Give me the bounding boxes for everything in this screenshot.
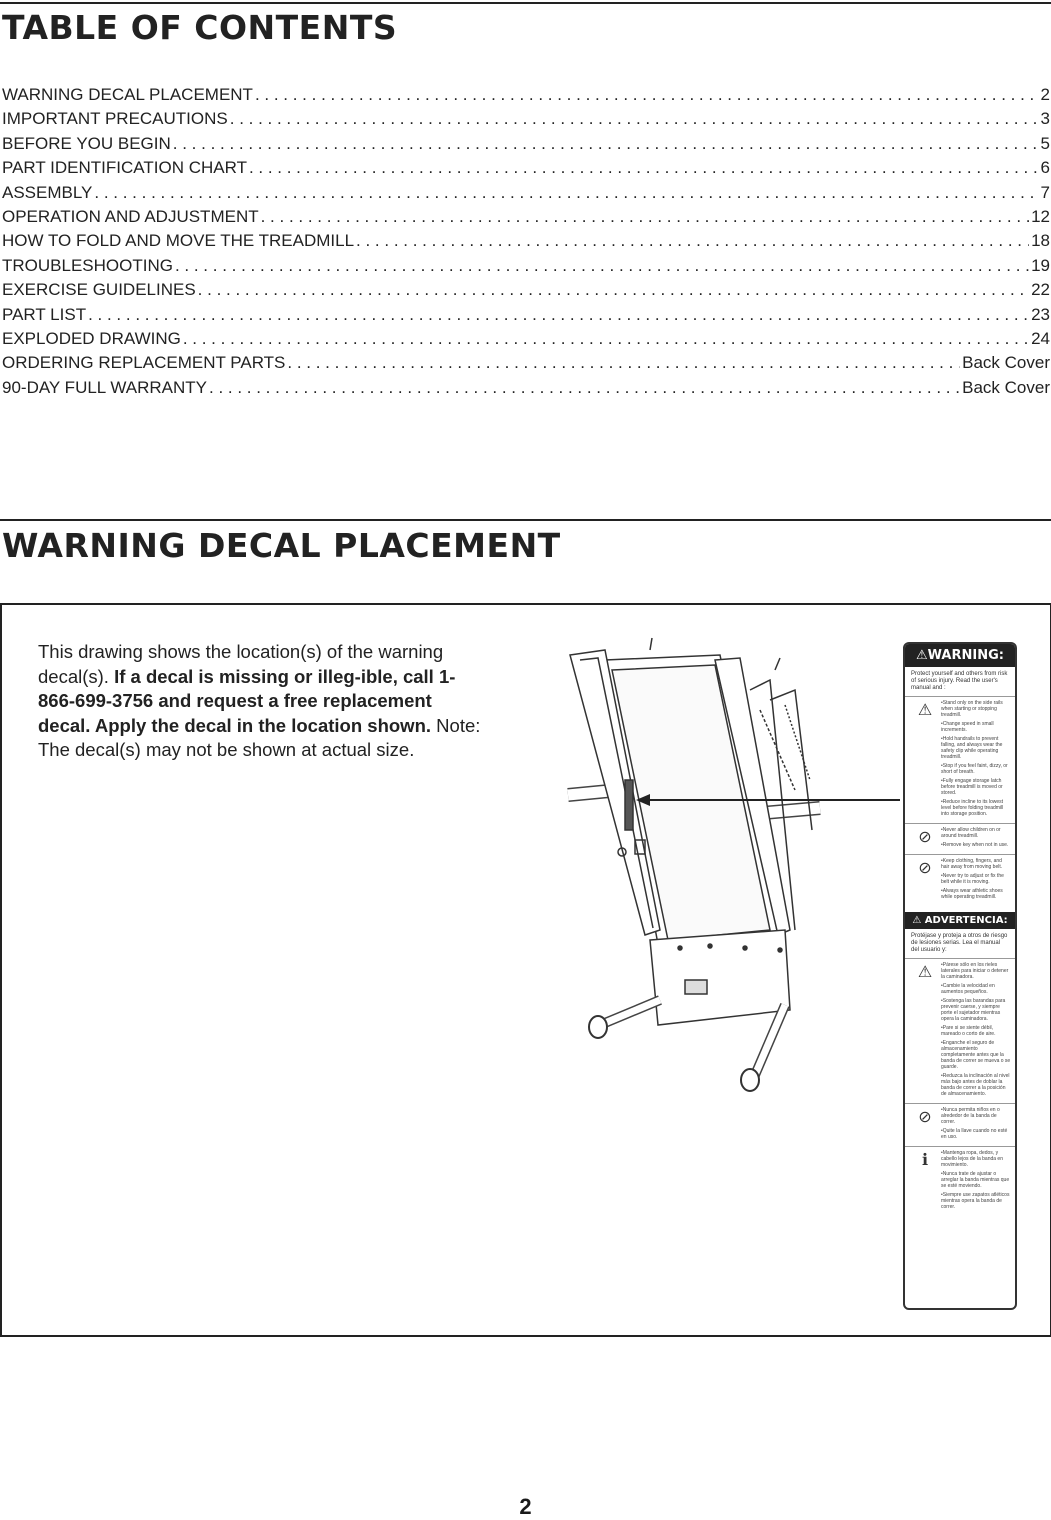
toc-entry-title: WARNING DECAL PLACEMENT	[2, 85, 253, 104]
read-manual-icon: ℹ	[921, 1152, 929, 1169]
decal-item: •Sostenga las barandas para prevenir caerse, y siempre porte el sujetador mientras opera la caminadora.	[941, 998, 1006, 1022]
decal-warning-group-1	[905, 696, 1015, 823]
toc-leader-dots	[287, 353, 960, 373]
toc-entry-title: OPERATION AND ADJUSTMENT	[2, 206, 259, 226]
page-number: 2	[519, 1494, 532, 1519]
section-rule	[0, 519, 1051, 521]
toc-leader-dots	[209, 378, 960, 398]
fall-hazard-icon: ⚠	[917, 964, 933, 981]
decal-advertencia-intro: Protéjase y proteja a otros de riesgo de lesiones serias. Lea el manual del usuario y:	[911, 933, 1008, 953]
decal-item: •Quite la llave cuando no esté en uso.	[941, 1128, 1008, 1140]
toc-leader-dots	[198, 280, 1029, 300]
decal-warning-group-2	[905, 823, 1015, 854]
decal-advertencia-header: ⚠ ADVERTENCIA:	[905, 912, 1015, 929]
decal-item: •Enganche el seguro de almacenamiento completamente antes que la banda de correr se mueva o se guarde.	[941, 1040, 1011, 1070]
toc-entry-title: HOW TO FOLD AND MOVE THE TREADMILL	[2, 231, 355, 251]
top-rule	[0, 2, 1051, 4]
toc-entry	[2, 305, 1050, 329]
toc-entry-page: Back Cover	[962, 353, 1050, 373]
decal-advertencia-group-1	[905, 958, 1015, 1103]
toc-leader-dots	[173, 134, 1039, 154]
toc-entry-page: 6	[1040, 158, 1050, 178]
toc-entry-page: 2	[1040, 85, 1050, 104]
toc-entry	[2, 183, 1050, 207]
decal-warning-intro: Protect yourself and others from risk of serious injury. Read the user's manual and :	[911, 671, 1008, 691]
toc-leader-dots	[94, 183, 1038, 203]
decal-item: •Párese sólo en los rieles laterales para iniciar o detener la caminadora.	[941, 962, 1009, 980]
decal-warning-items-1	[941, 700, 1011, 820]
decal-warning-header: ⚠WARNING:	[905, 644, 1015, 667]
decal-item: •Remove key when not in use.	[941, 842, 1009, 848]
decal-item: •Change speed in small increments.	[941, 721, 994, 733]
toc-entry-title: BEFORE YOU BEGIN	[2, 133, 171, 153]
decal-warning-group-3	[905, 854, 1015, 906]
decal-advertencia-items-1	[941, 962, 1011, 1100]
toc-entry	[2, 158, 1050, 182]
decal-item: •Mantenga ropa, dedos, y cabello lejos de la banda en movimiento.	[941, 1150, 1003, 1168]
toc-entry-page: Back Cover	[962, 377, 1050, 397]
toc-leader-dots	[255, 85, 1039, 105]
toc-entry	[2, 85, 1050, 109]
toc-entry-title: EXPLODED DRAWING	[2, 328, 181, 348]
decal-item: •Stop if you feel faint, dizzy, or short of breath.	[941, 763, 1008, 775]
decal-warning-items-3	[941, 858, 1011, 903]
toc-entry-page: 7	[1040, 182, 1050, 202]
decal-warning-items-2	[941, 827, 1011, 851]
toc-entry	[2, 256, 1050, 280]
toc-entry-page: 22	[1031, 280, 1050, 300]
toc-entry-title: TROUBLESHOOTING	[2, 255, 173, 275]
toc-entry-page: 19	[1031, 255, 1050, 275]
warning-section-title: WARNING DECAL PLACEMENT	[2, 526, 561, 565]
decal-item: •Always wear athletic shoes while operating treadmill.	[941, 888, 1003, 900]
toc-entry-title: EXERCISE GUIDELINES	[2, 280, 196, 300]
decal-item: •Nunca permita niños en o alrededor de la banda de correr.	[941, 1107, 1000, 1125]
toc-leader-dots	[356, 231, 1029, 251]
toc-entry-title: IMPORTANT PRECAUTIONS	[2, 109, 228, 129]
toc-entry	[2, 329, 1050, 353]
toc-leader-dots	[249, 158, 1039, 178]
treadmill-drawing	[550, 630, 900, 1110]
decal-item: •Fully engage storage latch before treadmill is moved or stored.	[941, 778, 1003, 796]
toc-leader-dots	[261, 207, 1029, 227]
child-hazard-icon: ⊘	[918, 829, 932, 846]
warning-decal	[903, 642, 1017, 1310]
toc-entry-title: ASSEMBLY	[2, 182, 93, 202]
child-hazard-icon: ⊘	[918, 1109, 932, 1126]
toc-entry	[2, 280, 1050, 304]
toc-entry-page: 5	[1040, 133, 1050, 153]
toc-leader-dots	[175, 256, 1029, 276]
intro-bold: If a decal is missing or illeg-ible, call 1-866-699-3756 and request a free replacement decal. Apply the decal in the location shown.	[38, 665, 456, 736]
decal-advertencia-group-3	[905, 1146, 1015, 1216]
decal-item: •Hold handrails to prevent falling, and always wear the safety clip while operating treadmill.	[941, 736, 1003, 760]
decal-item: •Reduzca la inclinación al nivel más bajo antes de doblar la banda de correr a la posición de almacenamiento.	[941, 1073, 1010, 1097]
decal-item: •Nunca trate de ajustar o arreglar la banda mientras que se esté moviendo.	[941, 1171, 1010, 1189]
toc-entry	[2, 378, 1050, 402]
toc-entry	[2, 231, 1050, 255]
toc-title: TABLE OF CONTENTS	[2, 8, 398, 47]
toc-leader-dots	[230, 109, 1039, 129]
decal-item: •Reduce incline to its lowest level before folding treadmill into storage position.	[941, 799, 1004, 817]
toc-entry-title: PART IDENTIFICATION CHART	[2, 158, 247, 178]
toc-entry-title: 90-DAY FULL WARRANTY	[2, 377, 207, 397]
toc-entry	[2, 134, 1050, 158]
toc-entry	[2, 353, 1050, 377]
toc-entry-page: 24	[1031, 328, 1050, 348]
decal-item: •Pare si se siente débil, mareado o corto de aire.	[941, 1025, 996, 1037]
entanglement-hazard-icon: ⊘	[918, 860, 932, 877]
decal-item: •Never try to adjust or fix the belt while it is moving.	[941, 873, 1004, 885]
toc-entry	[2, 109, 1050, 133]
toc-entry-title: ORDERING REPLACEMENT PARTS	[2, 353, 286, 373]
decal-advertencia-items-3	[941, 1150, 1011, 1213]
decal-advertencia-group-2	[905, 1103, 1015, 1146]
decal-item: •Cambie la velocidad en aumentos pequeños.	[941, 983, 995, 995]
decal-advertencia-items-2	[941, 1107, 1011, 1143]
toc-leader-dots	[183, 329, 1029, 349]
toc-entry-page: 18	[1031, 231, 1050, 251]
decal-intro-text	[38, 640, 488, 763]
decal-item: •Stand only on the side rails when starting or stopping treadmill.	[941, 700, 1003, 718]
toc-entry-page: 23	[1031, 304, 1050, 324]
decal-item: •Siempre use zapatos atléticos mientras opera la banda de correr.	[941, 1192, 1010, 1210]
toc-list	[2, 85, 1050, 402]
intro-plain-2: Note: The decal(s) may not be shown at actual size.	[38, 714, 481, 760]
toc-leader-dots	[88, 305, 1029, 325]
decal-item: •Keep clothing, fingers, and hair away from moving belt.	[941, 858, 1003, 870]
toc-entry-page: 12	[1031, 206, 1050, 226]
fall-hazard-icon: ⚠	[917, 702, 933, 719]
toc-entry	[2, 207, 1050, 231]
toc-entry-page: 3	[1040, 109, 1050, 129]
intro-plain-1: This drawing shows the location(s) of the warning decal(s).	[38, 641, 444, 687]
toc-entry-title: PART LIST	[2, 304, 87, 324]
decal-item: •Never allow children on or around treadmill.	[941, 827, 1001, 839]
